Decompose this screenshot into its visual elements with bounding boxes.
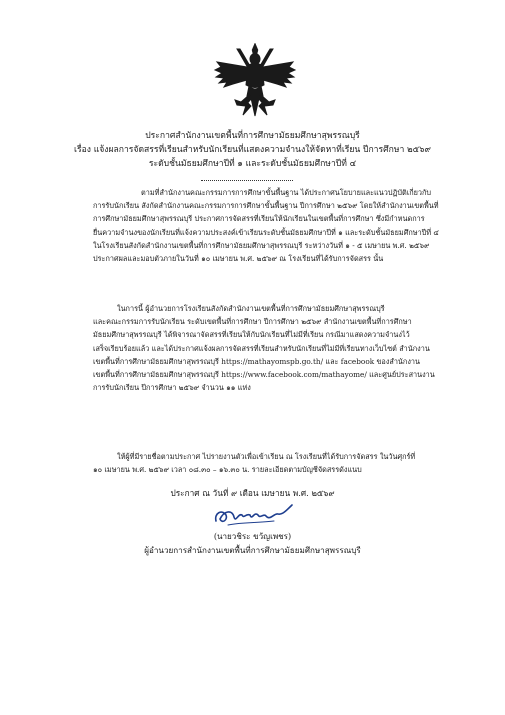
document-header — [0, 129, 505, 171]
garuda-emblem-icon — [213, 40, 297, 120]
body-paragraph-2 — [93, 302, 447, 394]
header-separator — [201, 180, 293, 181]
signer-name: (นายวชิระ ขวัญเพชร) — [213, 531, 292, 541]
paragraph-line: ๑๐ เมษายน พ.ศ. ๒๕๖๙ เวลา ๐๘.๓๐ – ๑๖.๓๐ น. รายละเอียดตามบัญชีจัดสรรดังแนบ — [93, 465, 362, 475]
paragraph-line: ในโรงเรียนสังกัดสำนักงานเขตพื้นที่การศึกษามัธยมศึกษาสุพรรณบุรี ระหว่างวันที่ ๑ - ๕ เมษายน พ.ศ. ๒๕๖๙ — [93, 240, 430, 250]
paragraph-line: ยื่นความจำนงของนักเรียนที่แจ้งความประสงค์เข้าเรียนระดับชั้นมัธยมศึกษาปีที่ ๑ และระดับชั้นมัธยมศึกษาปีที่ ๔ — [93, 227, 439, 237]
paragraph-line: เสร็จเรียบร้อยแล้ว และได้ประกาศแจ้งผลการจัดสรรที่เรียนสำหรับนักเรียนที่ไม่มีที่เรียนทางเว็บไซต์ สำนักงาน — [93, 343, 430, 353]
paragraph-line: การศึกษามัธยมศึกษาสุพรรณบุรี ประกาศการจัดสรรที่เรียนให้นักเรียนในเขตพื้นที่การศึกษา ซึ่งมีกำหนดการ — [93, 214, 425, 224]
paragraph-line: ตามที่สำนักงานคณะกรรมการการศึกษาขั้นพื้นฐาน ได้ประกาศนโยบายและแนวปฏิบัติเกี่ยวกับ — [141, 188, 432, 197]
signer-block — [0, 530, 505, 557]
paragraph-line: ให้ผู้ที่มีรายชื่อตามประกาศ ไปรายงานตัวเพื่อเข้าเรียน ณ โรงเรียนที่ได้รับการจัดสรร ในวันศุกร์ที่ — [117, 452, 416, 461]
paragraph-line: การรับนักเรียน สังกัดสำนักงานคณะกรรมการการศึกษาขั้นพื้นฐาน ปีการศึกษา ๒๕๖๙ โดยให้สำนักงานเขตพื้นที่ — [93, 201, 439, 211]
paragraph-line: และคณะกรรมการรับนักเรียน ระดับเขตพื้นที่การศึกษา ปีการศึกษา ๒๕๖๙ สำนักงานเขตพื้นที่การศึกษา — [93, 317, 412, 327]
announcement-subject-line: เรื่อง แจ้งผลการจัดสรรที่เรียนสำหรับนักเรียนที่แสดงความจำนงให้จัดหาที่เรียน ปีการศึกษา ๒๕๖๙ — [74, 145, 431, 155]
paragraph-line: ในการนี้ ผู้อำนวยการโรงเรียนสังกัดสำนักงานเขตพื้นที่การศึกษามัธยมศึกษาสุพรรณบุรี — [117, 304, 385, 313]
paragraph-line: ประกาศผลและมอบตัวภายในวันที่ ๑๐ เมษายน พ.ศ. ๒๕๖๙ ณ โรงเรียนที่ได้รับการจัดสรร นั้น — [93, 254, 384, 264]
announcement-level-line: ระดับชั้นมัธยมศึกษาปีที่ ๑ และระดับชั้นมัธยมศึกษาปีที่ ๔ — [148, 159, 357, 169]
announcement-org-line: ประกาศสำนักงานเขตพื้นที่การศึกษามัธยมศึกษาสุพรรณบุรี — [145, 131, 360, 141]
signature-image — [208, 491, 298, 533]
paragraph-line: เขตพื้นที่การศึกษามัธยมศึกษาสุพรรณบุรี https://www.facebook.com/mathayome/ และศูนย์ประสานงาน — [93, 370, 435, 380]
body-paragraph-3 — [93, 450, 447, 476]
paragraph-line: เขตพื้นที่การศึกษามัธยมศึกษาสุพรรณบุรี https://mathayomspb.go.th/ และ facebook ของสำนักงาน — [93, 356, 420, 366]
signer-position: ผู้อำนวยการสำนักงานเขตพื้นที่การศึกษามัธยมศึกษาสุพรรณบุรี — [144, 544, 361, 555]
announcement-date: ประกาศ ณ วันที่ ๙ เดือน เมษายน พ.ศ. ๒๕๖๙ — [170, 488, 335, 498]
paragraph-line: การรับนักเรียน ปีการศึกษา ๒๕๖๙ จำนวน ๑๑ แห่ง — [93, 383, 251, 393]
paragraph-line: มัธยมศึกษาสุพรรณบุรี ได้พิจารณาจัดสรรที่เรียนให้กับนักเรียนที่ไม่มีที่เรียน กรณีมาแสดงความจำนงไว้ — [93, 330, 410, 340]
body-paragraph-1 — [93, 186, 447, 265]
